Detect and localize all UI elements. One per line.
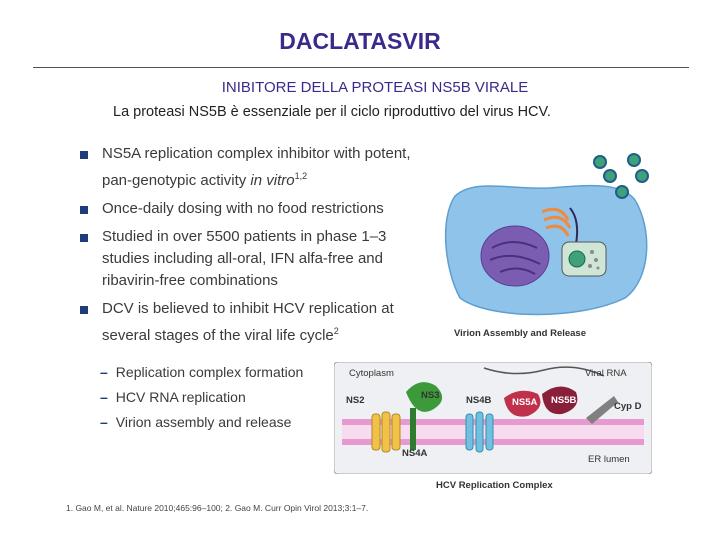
bullet-list: [80, 143, 420, 353]
bullet-sup: 1,2: [294, 171, 308, 181]
bullet-item: [80, 226, 420, 292]
bullet-text: NS5A replication complex inhibitor with potent, pan-genotypic activity: [102, 145, 411, 189]
slide-subtitle: INIBITORE DELLA PROTEASI NS5B VIRALE: [221, 79, 529, 96]
label-ns2: NS2: [346, 395, 365, 406]
virion-caption: Virion Assembly and Release: [454, 328, 587, 339]
slide-title: DACLATASVIR: [279, 28, 441, 54]
sub-item-text: Virion assembly and release: [115, 414, 292, 430]
label-ns4a: NS4A: [402, 448, 428, 459]
dash-icon: –: [100, 414, 108, 430]
sub-item-text: Replication complex formation: [115, 364, 304, 380]
sub-item: [100, 410, 303, 435]
complex-caption: HCV Replication Complex: [436, 480, 553, 491]
bullet-text: Studied in over 5500 patients in phase 1–3 studies including all-oral, IFN alfa-free and ribavirin-free combinations: [102, 228, 387, 289]
sub-item: [100, 385, 303, 410]
bullet-square-icon: [80, 306, 88, 314]
ns4a-stalk: [410, 408, 416, 450]
bullet-text: DCV is believed to inhibit HCV replication at several stages of the viral life cycle: [102, 300, 394, 344]
bullet-item: [80, 298, 420, 347]
bullet-text: Once-daily dosing with no food restrictions: [102, 200, 384, 217]
label-ns5a: NS5A: [512, 397, 538, 408]
virion-cell-illustration: [430, 148, 660, 323]
references: 1. Gao M, et al. Nature 2010;465:96–100; 2. Gao M. Curr Opin Virol 2013;3:1–7.: [66, 503, 369, 513]
label-ns5b: NS5B: [551, 395, 577, 406]
sub-item-text: HCV RNA replication: [115, 389, 246, 405]
dash-icon: –: [100, 364, 108, 380]
label-cytoplasm: Cytoplasm: [349, 368, 394, 379]
ns2-helices: [372, 412, 400, 452]
label-ns4b: NS4B: [466, 395, 492, 406]
bullet-square-icon: [80, 234, 88, 242]
bullet-item: [80, 198, 420, 220]
lead-sentence: La proteasi NS5B è essenziale per il ciclo riproduttivo del virus HCV.: [113, 104, 551, 120]
bullet-square-icon: [80, 151, 88, 159]
bullet-italic: in vitro: [250, 172, 295, 189]
bullet-square-icon: [80, 206, 88, 214]
label-cypd: Cyp D: [614, 401, 642, 412]
label-ns3: NS3: [421, 390, 440, 401]
label-viral-rna: Viral RNA: [585, 368, 627, 379]
dash-icon: –: [100, 389, 108, 405]
label-er-lumen: ER lumen: [588, 454, 630, 465]
bullet-sup: 2: [333, 326, 339, 336]
sub-list: [100, 360, 303, 435]
title-divider: [33, 67, 689, 68]
bullet-item: [80, 143, 420, 192]
ns4b-helices: [466, 412, 493, 452]
sub-item: [100, 360, 303, 385]
